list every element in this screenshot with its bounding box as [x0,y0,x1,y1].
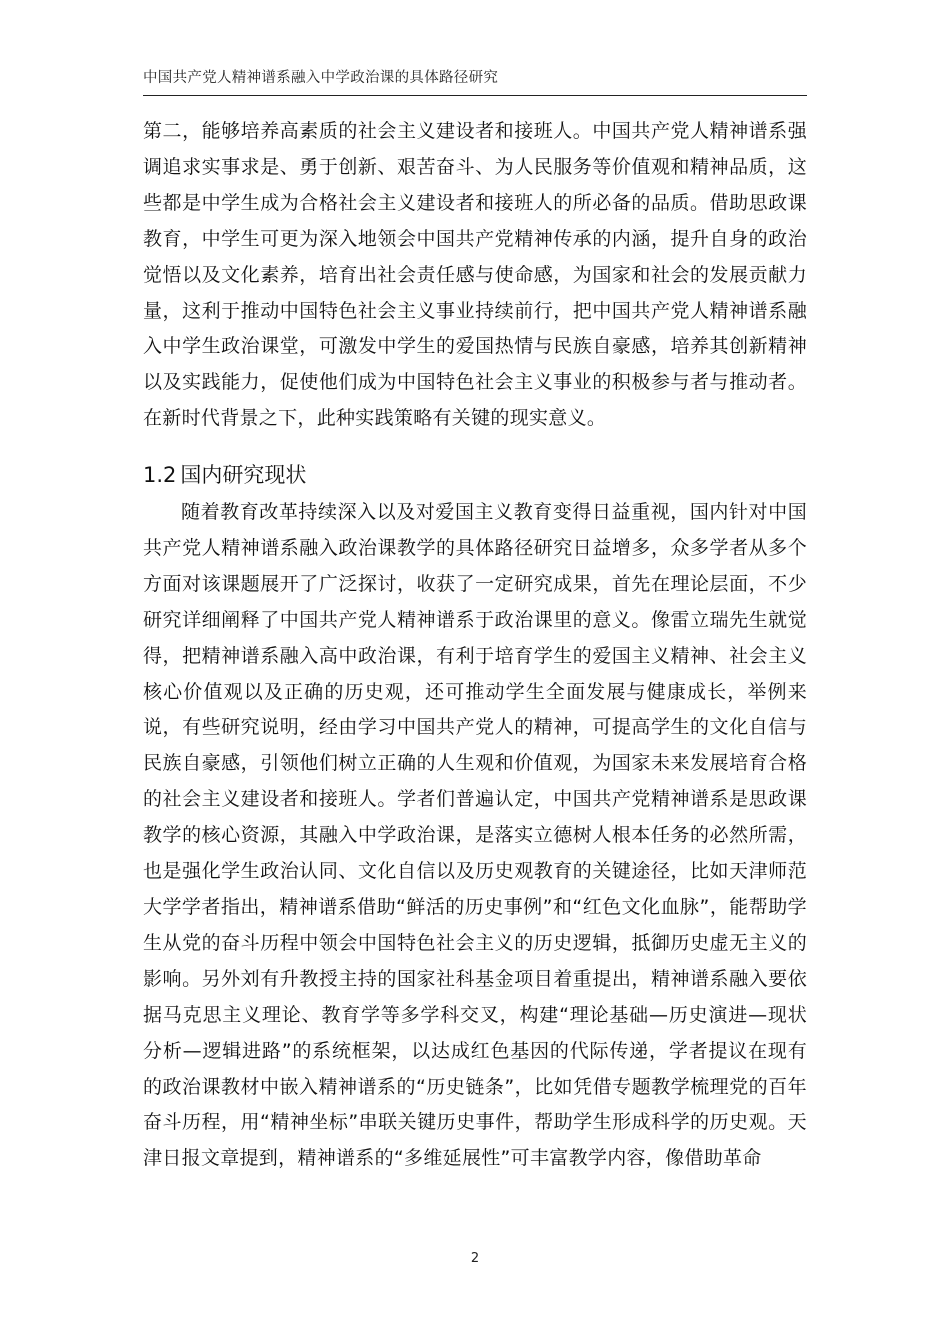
header-divider [143,95,807,96]
body-paragraph-2: 随着教育改革持续深入以及对爱国主义教育变得日益重视，国内针对中国共产党人精神谱系融入政治课教学的具体路径研究日益增多，众多学者从多个方面对该课题展开了广泛探讨，收获了一定研究成果，首先在理论层面，不少研究详细阐释了中国共产党人精神谱系于政治课里的意义。像雷立瑞先生就觉得，把精神谱系融入高中政治课，有利于培育学生的爱国主义精神、社会主义核心价值观以及正确的历史观，还可推动学生全面发展与健康成长，举例来说，有些研究说明，经由学习中国共产党人的精神，可提高学生的文化自信与民族自豪感，引领他们树立正确的人生观和价值观，为国家未来发展培育合格的社会主义建设者和接班人。学者们普遍认定，中国共产党精神谱系是思政课教学的核心资源，其融入中学政治课，是落实立德树人根本任务的必然所需，也是强化学生政治认同、文化自信以及历史观教育的关键途径，比如天津师范大学学者指出，精神谱系借助“鲜活的历史事例”和“红色文化血脉”，能帮助学生从党的奋斗历程中领会中国特色社会主义的历史逻辑，抵御历史虚无主义的影响。另外刘有升教授主持的国家社科基金项目着重提出，精神谱系融入要依据马克思主义理论、教育学等多学科交叉，构建“理论基础—历史演进—现状分析—逻辑进路”的系统框架，以达成红色基因的代际传递，学者提议在现有的政治课教材中嵌入精神谱系的“历史链条”，比如凭借专题教学梳理党的百年奋斗历程，用“精神坐标”串联关键历史事件，帮助学生形成科学的历史观。天津日报文章提到，精神谱系的“多维延展性”可丰富教学内容，像借助革命 [143,501,807,1170]
running-header: 中国共产党人精神谱系融入中学政治课的具体路径研究 [143,70,499,86]
body-paragraph-1: 第二，能够培养高素质的社会主义建设者和接班人。中国共产党人精神谱系强调追求实事求是、勇于创新、艰苦奋斗、为人民服务等价值观和精神品质，这些都是中学生成为合格社会主义建设者和接班人的所必备的品质。借助思政课教育，中学生可更为深入地领会中国共产党精神传承的内涵，提升自身的政治觉悟以及文化素养，培育出社会责任感与使命感，为国家和社会的发展贡献力量，这利于推动中国特色社会主义事业持续前行，把中国共产党人精神谱系融入中学生政治课堂，可激发中学生的爱国热情与民族自豪感，培养其创新精神以及实践能力，促使他们成为中国特色社会主义事业的积极参与者与推动者。在新时代背景之下，此种实践策略有关键的现实意义。 [143,120,807,430]
section-heading [143,459,306,489]
page-number: 2 [470,1251,480,1266]
section-number: 1.2 [143,463,177,487]
section-title: 国内研究现状 [180,463,307,487]
